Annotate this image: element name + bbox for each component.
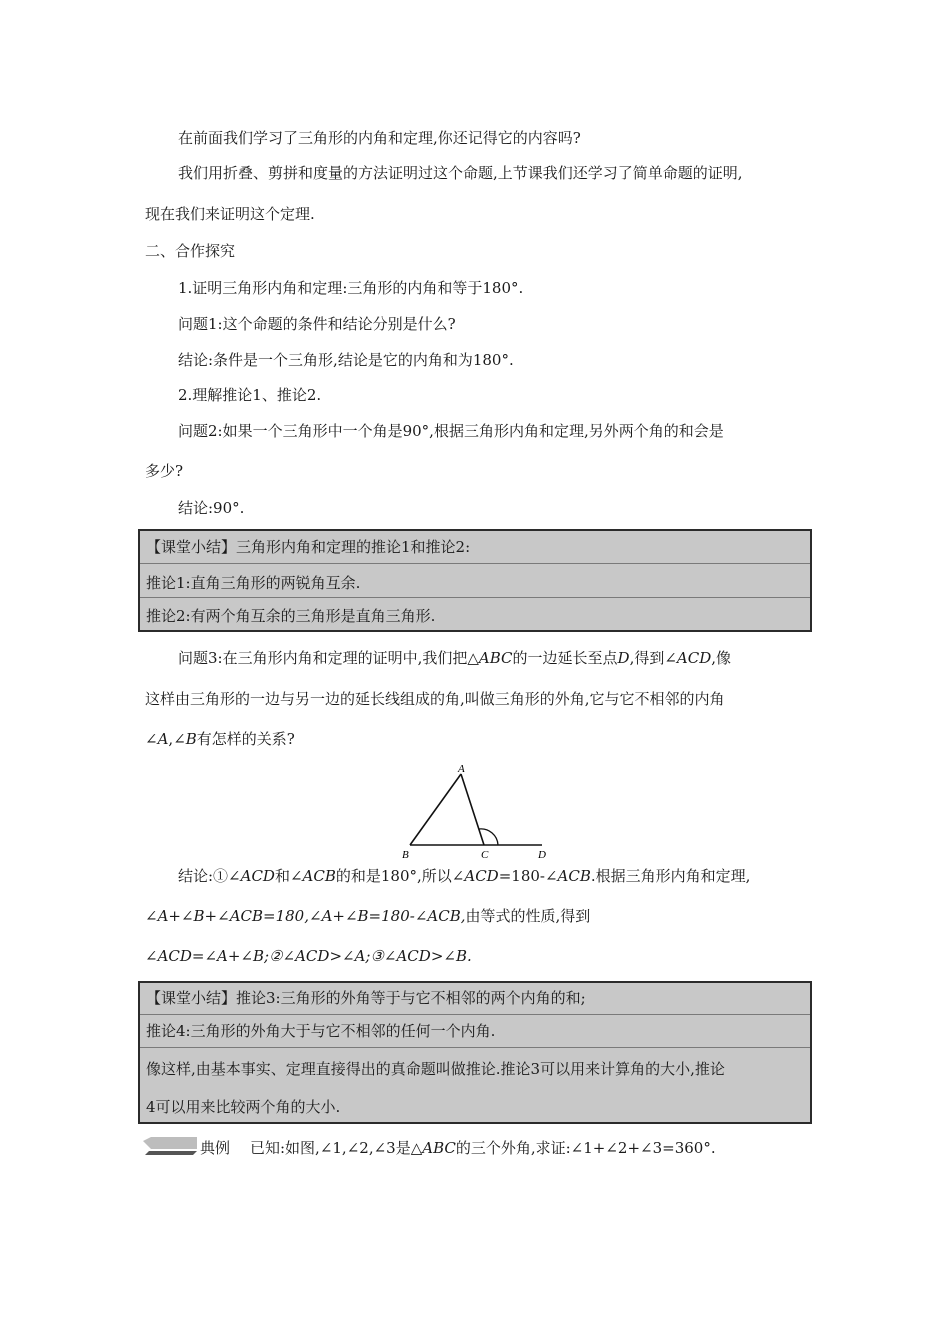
question-1: 问题1:这个命题的条件和结论分别是什么?: [178, 315, 456, 333]
summary-2-row-2: 推论4:三角形的外角大于与它不相邻的任何一个内角.: [146, 1022, 496, 1040]
summary-1-row-3: 推论2:有两个角互余的三角形是直角三角形.: [146, 607, 436, 625]
question-2-line-1: 问题2:如果一个三角形中一个角是90°,根据三角形内角和定理,另外两个角的和会是: [178, 422, 724, 440]
text-span: 由等式的性质,得到: [465, 907, 591, 925]
question-3-line-2: 这样由三角形的一边与另一边的延长线组成的角,叫做三角形的外角,它与它不相邻的内角: [145, 690, 725, 708]
text-span: ,得到∠: [629, 649, 677, 667]
text-span: D: [617, 649, 630, 667]
item-2: 2.理解推论1、推论2.: [178, 386, 322, 404]
label-a: A: [458, 763, 465, 775]
summary-2-row-1: 【课堂小结】推论3:三角形的外角等于与它不相邻的两个内角的和;: [146, 989, 586, 1007]
intro-paragraph-2-line-1: 我们用折叠、剪拼和度量的方法证明过这个命题,上节课我们还学习了简单命题的证明,: [178, 164, 743, 182]
text-span: ACD: [676, 649, 712, 667]
text-span: 问题3:在三角形内角和定理的证明中,我们把△: [178, 649, 479, 667]
summary-2-row-3: 像这样,由基本事实、定理直接得出的真命题叫做推论.推论3可以用来计算角的大小,推论: [146, 1060, 725, 1078]
text-span: ∠: [145, 730, 158, 748]
text-span: ACB: [302, 867, 336, 885]
example-text: [250, 1138, 716, 1158]
segment-ab: [410, 774, 461, 845]
text-span: ACB: [557, 867, 591, 885]
exterior-angle-figure: [398, 762, 558, 862]
example-label: 典例: [200, 1139, 231, 1157]
intro-paragraph-2-line-2: 现在我们来证明这个定理.: [145, 205, 315, 223]
text-span: 有怎样的关系?: [196, 730, 295, 748]
text-span: =180-∠: [498, 867, 558, 885]
summary-2-divider: [140, 1047, 810, 1048]
conclusion-3-line-3: [145, 946, 472, 966]
text-span: 的和是180°,所以∠: [335, 867, 465, 885]
text-span: ABC: [478, 649, 513, 667]
example-banner-icon: [143, 1137, 197, 1157]
label-b: B: [402, 849, 409, 861]
text-span: 已知:如图,∠1,∠2,∠3是△: [250, 1139, 423, 1157]
banner-shape: [143, 1137, 197, 1149]
summary-1-divider: [140, 597, 810, 598]
conclusion-2: 结论:90°.: [178, 499, 245, 517]
text-span: ABC: [422, 1139, 456, 1157]
label-c: C: [481, 849, 489, 861]
text-span: ,∠: [168, 730, 186, 748]
text-span: 的三个外角,求证:∠1+∠2+∠3=360°.: [455, 1139, 716, 1157]
text-span: 的一边延长至点: [512, 649, 618, 667]
conclusion-3-line-1: [178, 866, 750, 886]
summary-box-2: [138, 981, 812, 1124]
item-1: 1.证明三角形内角和定理:三角形的内角和等于180°.: [178, 279, 524, 297]
conclusion-1: 结论:条件是一个三角形,结论是它的内角和为180°.: [178, 351, 514, 369]
question-2-line-2: 多少?: [145, 462, 184, 480]
summary-box-1: [138, 529, 812, 632]
summary-1-divider: [140, 563, 810, 564]
segment-ac: [461, 774, 484, 845]
text-span: ,像: [711, 649, 732, 667]
conclusion-3-line-2: [145, 906, 590, 926]
text-span: B: [185, 730, 197, 748]
summary-1-row-2: 推论1:直角三角形的两锐角互余.: [146, 574, 361, 592]
summary-2-row-4: 4可以用来比较两个角的大小.: [146, 1098, 341, 1116]
label-d: D: [538, 849, 546, 861]
text-span: ACD: [240, 867, 275, 885]
section-heading: 二、合作探究: [145, 242, 236, 260]
intro-paragraph-1: 在前面我们学习了三角形的内角和定理,你还记得它的内容吗?: [178, 129, 581, 147]
equation: ∠A+∠B+∠ACB=180,∠A+∠B=180-∠ACB,: [145, 907, 466, 925]
text-span: 结论:①∠: [178, 867, 241, 885]
equation: ∠ACD=∠A+∠B;②∠ACD>∠A;③∠ACD>∠B.: [145, 947, 472, 965]
text-span: 和∠: [274, 867, 303, 885]
summary-1-row-1: 【课堂小结】三角形内角和定理的推论1和推论2:: [146, 538, 471, 556]
question-3-line-3: [145, 729, 295, 749]
summary-2-divider: [140, 1014, 810, 1015]
text-span: .根据三角形内角和定理,: [590, 867, 751, 885]
question-3-line-1: [178, 648, 731, 668]
text-span: A: [157, 730, 169, 748]
text-span: ACD: [464, 867, 499, 885]
banner-shadow: [145, 1151, 197, 1155]
